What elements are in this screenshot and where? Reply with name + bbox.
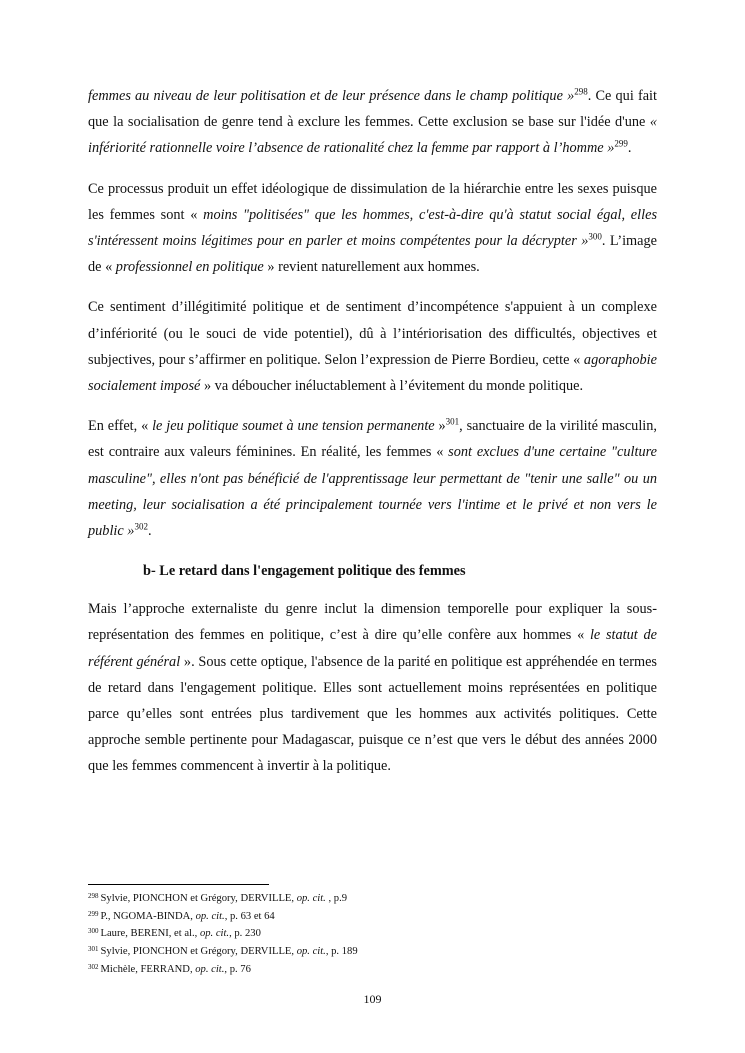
italic-text: le statut de référent général [88,627,657,670]
footnote-opcit: op. cit. [199,928,230,940]
italic-text: « infériorité rationnelle voire l’absence de rationalité chez la femme par rapport à l’homme » [88,114,657,157]
footnote-list [88,889,657,978]
paragraph-4 [88,413,657,544]
text-run: . [627,140,632,157]
footnote-ref: 302 [134,521,148,532]
text-run: . Ce qui fait que la socialisation de genre tend à exclure les femmes. Cette exclusion se base sur l'idée d'une [88,88,658,131]
footnote-number: 300 [88,927,99,936]
text-run: , sanctuaire de la virilité masculin, est contraire aux valeurs féminines. En réalité, les femmes « [88,418,658,461]
footnote-author: Michèle, FERRAND, [100,964,196,976]
text-run: » va déboucher inéluctablement à l’évitement du monde politique. [200,378,584,395]
text-run: Mais l’approche externaliste du genre inclut la dimension temporelle pour expliquer la sous-représentation des femmes en politique, c’est à dire qu’elle confère aux hommes « [88,601,657,644]
paragraph-5 [88,596,657,779]
italic-text: moins "politisées" que les hommes, c'est-à-dire qu'à statut social égal, elles s'intéressent moins légitimes pour en parler et moins compétentes pour la décrypter » [88,206,658,250]
paragraph-2 [88,176,657,281]
footnote-number: 302 [88,962,99,971]
text-run: . [147,523,152,540]
footnote-ref: 300 [588,231,602,242]
section-heading: b- Le retard dans l'engagement politique des femmes [143,563,466,580]
footnote-opcit: op. cit. [296,946,326,958]
footnote-author: Laure, BERENI, et al., [100,928,200,940]
footnotes [88,884,657,978]
italic-text: le jeu politique soumet à une tension permanente [152,418,435,435]
footnote-number: 299 [88,909,99,918]
text-run: Ce sentiment d’illégitimité politique et de sentiment d’incompétence s'appuient à un complexe d’infériorité (ou le souci de vide potentiel), dû à l’intériorisation des difficultés, objectives et subjectives, pour s’affirmer en politique. Selon l’expression de Pierre Bordieu, cette « [88,299,657,368]
footnote-ref: 299 [614,139,628,150]
page-number: 109 [363,992,382,1006]
footnote-page: , p. 76 [224,964,251,976]
italic-text: agoraphobie socialement imposé [88,351,657,395]
text-run: ». Sous cette optique, l'absence de la parité en politique est appréhendée en termes de retard dans l'engagement politique. Elles sont actuellement moins représentées en politique parce qu’elles sont entrées plus tardivement que les hommes aux activités politiques. Cette approche semble pertinente pour Madagascar, puisque ce n’est que vers le début des années 2000 que les femmes commencent à invertir à la politique. [88,653,657,775]
footnote-page: , p.9 [325,893,348,905]
footnote-page: , p. 230 [229,928,261,940]
footnote-author: P., NGOMA-BINDA, [100,910,196,922]
text-run: » revient naturellement aux hommes. [263,259,480,276]
footnote-opcit: op. cit. [195,910,225,922]
paragraph-3 [88,294,657,399]
footnote-opcit: op. cit. [195,964,225,976]
footnote-ref: 301 [445,416,460,427]
footnote [88,889,657,907]
footnote-number: 301 [88,945,99,954]
page-body [88,83,657,794]
text-run: » [434,418,446,435]
text-run: Ce processus produit un effet idéologique de dissimulation de la hiérarchie entre les sexes puisque les femmes sont « [88,180,657,223]
footnote-author: Sylvie, PIONCHON et Grégory, DERVILLE, [100,946,297,958]
footnote-opcit: op. cit. [296,893,326,905]
footnote-ref: 298 [574,86,588,97]
footnote-author: Sylvie, PIONCHON et Grégory, DERVILLE, [100,893,297,905]
footnote [88,942,657,960]
italic-text: professionnel en politique [115,259,264,276]
footnote [88,924,657,942]
footnote [88,907,657,925]
text-run: En effet, « [88,418,153,435]
italic-text: sont exclues d'une certaine "culture masculine", elles n'ont pas bénéficié de l'apprentissage leur permettant de "tenir une salle" ou un meeting, leur socialisation a été principalement tournée vers l'intime et le privé et non vers le public » [88,444,657,540]
paragraph-1 [88,83,657,162]
footnote-rule [88,884,269,885]
footnote-number: 298 [88,892,99,900]
text-run: . L’image de « [88,233,658,276]
italic-text: femmes au niveau de leur politisation et de leur présence dans le champ politique » [88,88,575,104]
footnote-page: , p. 189 [325,946,358,958]
footnote-page: , p. 63 et 64 [224,910,275,922]
footnote [88,960,657,978]
